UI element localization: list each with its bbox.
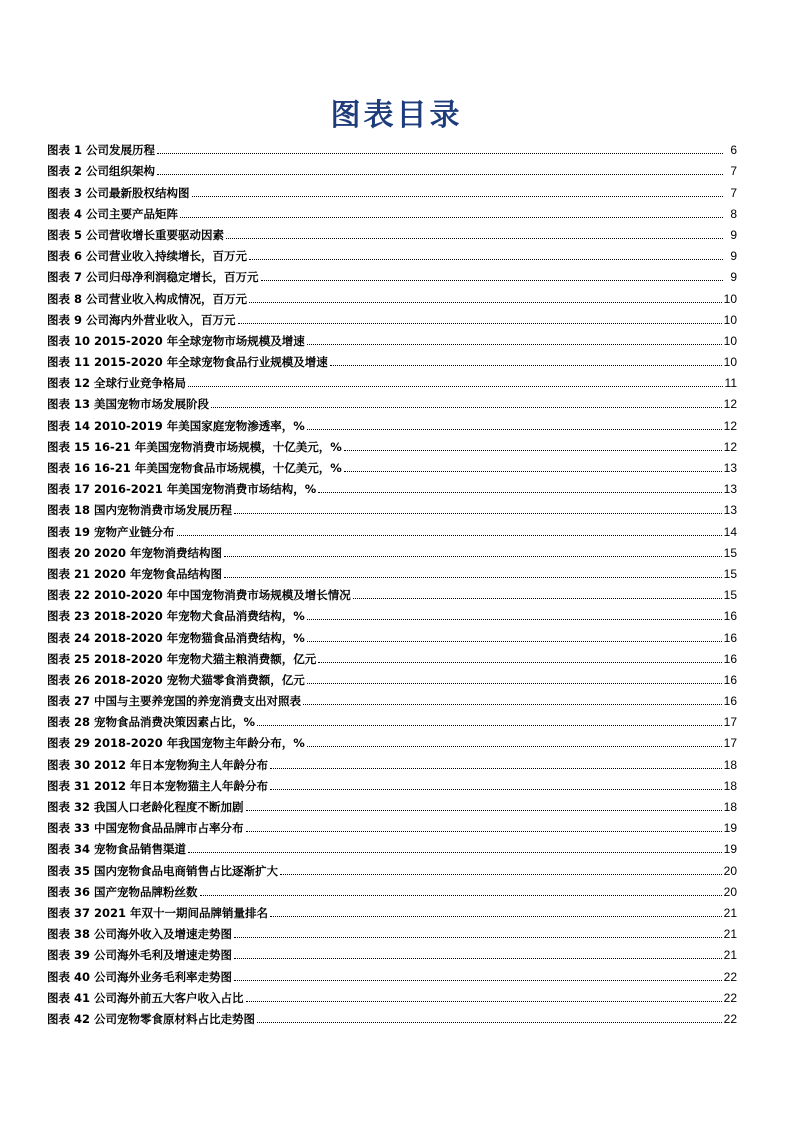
toc-entry-page-number[interactable]: 16 xyxy=(723,694,737,709)
toc-dot-leader xyxy=(280,874,722,875)
toc-entry-label[interactable]: 图表 13 美国宠物市场发展阶段 xyxy=(47,397,210,412)
toc-entry[interactable] xyxy=(47,581,737,602)
toc-entry-page-number[interactable]: 20 xyxy=(723,863,737,878)
toc-dot-leader xyxy=(307,641,722,642)
toc-dot-leader xyxy=(188,386,723,387)
toc-entry-label[interactable]: 图表 16 16-21 年美国宠物食品市场规模，十亿美元，% xyxy=(47,461,342,475)
toc-entry-page-number[interactable]: 21 xyxy=(723,927,737,942)
toc-entry[interactable] xyxy=(47,645,737,666)
toc-entry-page-number[interactable]: 9 xyxy=(730,227,737,242)
toc-dot-leader xyxy=(249,302,722,303)
toc-dot-leader xyxy=(318,662,721,663)
toc-entry-page-number[interactable]: 21 xyxy=(723,948,737,963)
toc-entry-page-number[interactable]: 10 xyxy=(723,291,737,306)
toc-entry[interactable] xyxy=(47,750,737,771)
toc-entry-label[interactable]: 图表 25 2018-2020 年宠物犬猫主粮消费额，亿元 xyxy=(47,651,317,666)
toc-entry-page-number[interactable]: 10 xyxy=(723,355,737,370)
toc-dot-leader xyxy=(246,1001,722,1002)
toc-entry[interactable] xyxy=(47,835,737,856)
toc-entry[interactable] xyxy=(47,433,737,454)
toc-entry[interactable] xyxy=(47,793,737,814)
toc-entry-page-number[interactable]: 6 xyxy=(730,143,737,158)
toc-entry-page-number[interactable]: 7 xyxy=(730,185,737,200)
toc-entry[interactable] xyxy=(47,136,737,157)
toc-entry-label[interactable]: 图表 38 公司海外收入及增速走势图 xyxy=(47,927,233,942)
toc-entry-label[interactable]: 图表 24 2018-2020 年宠物猫食品消费结构，% xyxy=(47,630,305,645)
toc-entry[interactable] xyxy=(47,708,737,729)
toc-entry[interactable] xyxy=(47,496,737,517)
toc-entry[interactable] xyxy=(47,200,737,221)
toc-entry-label[interactable]: 图表 22 2010-2020 年中国宠物消费市场规模及增长情况 xyxy=(47,588,351,603)
toc-entry-page-number[interactable]: 10 xyxy=(723,333,737,348)
figure-toc-list xyxy=(47,136,737,1026)
toc-entry-label[interactable]: 图表 40 公司海外业务毛利率走势图 xyxy=(47,969,233,984)
toc-entry[interactable] xyxy=(47,899,737,920)
toc-entry[interactable] xyxy=(47,1005,737,1026)
toc-entry-page-number[interactable]: 16 xyxy=(723,630,737,645)
toc-dot-leader xyxy=(246,810,722,811)
toc-title: 图表目录 xyxy=(330,98,463,133)
toc-dot-leader xyxy=(234,513,722,514)
toc-entry[interactable] xyxy=(47,242,737,263)
toc-entry-page-number[interactable]: 15 xyxy=(723,566,737,581)
toc-entry[interactable] xyxy=(47,687,737,708)
toc-entry-label[interactable]: 图表 18 国内宠物消费市场发展历程 xyxy=(47,503,233,518)
toc-entry-label[interactable]: 图表 36 国产宠物品牌粉丝数 xyxy=(47,884,198,899)
toc-entry-page-number[interactable]: 18 xyxy=(723,778,737,793)
toc-dot-leader xyxy=(257,725,722,726)
toc-entry-label[interactable]: 图表 34 宠物食品销售渠道 xyxy=(47,842,187,857)
toc-dot-leader xyxy=(318,492,721,493)
toc-entry-page-number[interactable]: 9 xyxy=(730,270,737,285)
toc-entry[interactable] xyxy=(47,306,737,327)
toc-entry-label[interactable]: 图表 12 全球行业竞争格局 xyxy=(47,376,187,391)
toc-entry[interactable] xyxy=(47,369,737,390)
toc-entry-label[interactable]: 图表 30 2012 年日本宠物狗主人年龄分布 xyxy=(47,757,269,772)
toc-dot-leader xyxy=(224,577,722,578)
toc-entry[interactable] xyxy=(47,962,737,983)
toc-entry[interactable] xyxy=(47,941,737,962)
toc-entry-label[interactable]: 图表 6 公司营业收入持续增长，百万元 xyxy=(47,249,248,264)
toc-dot-leader xyxy=(307,683,722,684)
toc-entry-page-number[interactable]: 13 xyxy=(723,503,737,518)
toc-entry[interactable] xyxy=(47,666,737,687)
toc-entry-page-number[interactable]: 17 xyxy=(723,715,737,730)
toc-entry-label[interactable]: 图表 31 2012 年日本宠物猫主人年龄分布 xyxy=(47,778,269,793)
toc-entry-label[interactable]: 图表 23 2018-2020 年宠物犬食品消费结构，% xyxy=(47,609,305,624)
toc-entry-label[interactable]: 图表 21 2020 年宠物食品结构图 xyxy=(47,566,223,581)
toc-entry-page-number[interactable]: 22 xyxy=(723,1011,737,1026)
toc-dot-leader xyxy=(157,153,723,154)
toc-entry-label[interactable]: 图表 14 2010-2019 年美国家庭宠物渗透率，% xyxy=(47,418,305,433)
toc-entry-label[interactable]: 图表 9 公司海内外营业收入，百万元 xyxy=(47,312,236,327)
toc-entry-label[interactable]: 图表 15 16-21 年美国宠物消费市场规模，十亿美元，% xyxy=(47,439,342,454)
toc-entry[interactable] xyxy=(47,772,737,793)
toc-entry-label[interactable]: 图表 32 我国人口老龄化程度不断加剧 xyxy=(47,800,244,814)
toc-entry[interactable] xyxy=(47,157,737,178)
toc-entry-label[interactable]: 图表 1 公司发展历程 xyxy=(47,143,156,158)
toc-entry-page-number[interactable]: 16 xyxy=(723,651,737,666)
toc-dot-leader xyxy=(211,407,722,408)
toc-entry[interactable] xyxy=(47,814,737,835)
toc-entry-label[interactable]: 图表 26 2018-2020 宠物犬猫零食消费额，亿元 xyxy=(47,672,305,687)
toc-entry[interactable] xyxy=(47,729,737,750)
toc-entry[interactable] xyxy=(47,348,737,369)
toc-dot-leader xyxy=(303,704,722,705)
toc-entry-label[interactable]: 图表 33 中国宠物食品品牌市占率分布 xyxy=(47,821,244,836)
toc-entry-page-number[interactable]: 15 xyxy=(723,545,737,560)
toc-entry-label[interactable]: 图表 28 宠物食品消费决策因素占比，% xyxy=(47,715,256,730)
toc-entry[interactable] xyxy=(47,454,737,475)
toc-dot-leader xyxy=(200,895,722,896)
toc-entry-label[interactable]: 图表 4 公司主要产品矩阵 xyxy=(47,206,179,221)
toc-dot-leader xyxy=(307,344,722,345)
toc-entry[interactable] xyxy=(47,856,737,877)
toc-entry[interactable] xyxy=(47,517,737,538)
toc-dot-leader xyxy=(180,217,723,218)
toc-entry[interactable] xyxy=(47,390,737,411)
toc-entry-page-number[interactable]: 7 xyxy=(730,164,737,179)
toc-entry-page-number[interactable]: 8 xyxy=(730,206,737,221)
toc-entry[interactable] xyxy=(47,920,737,941)
toc-entry-page-number[interactable]: 12 xyxy=(723,439,737,454)
toc-dot-leader xyxy=(344,450,722,451)
toc-entry-page-number[interactable]: 18 xyxy=(723,800,737,814)
toc-entry-label[interactable]: 图表 41 公司海外前五大客户收入占比 xyxy=(47,990,244,1005)
toc-entry[interactable] xyxy=(47,539,737,560)
toc-entry-label[interactable]: 图表 10 2015-2020 年全球宠物市场规模及增速 xyxy=(47,333,305,348)
toc-dot-leader xyxy=(249,259,723,260)
toc-dot-leader xyxy=(238,323,722,324)
toc-entry-page-number[interactable]: 10 xyxy=(723,312,737,327)
toc-entry-label[interactable]: 图表 27 中国与主要养宠国的养宠消费支出对照表 xyxy=(47,694,302,709)
toc-entry-page-number[interactable]: 18 xyxy=(723,757,737,772)
toc-entry-page-number[interactable]: 12 xyxy=(723,418,737,433)
toc-entry-page-number[interactable]: 13 xyxy=(723,482,737,497)
toc-entry[interactable] xyxy=(47,602,737,623)
toc-dot-leader xyxy=(157,174,723,175)
toc-entry-label[interactable]: 图表 29 2018-2020 年我国宠物主年龄分布，% xyxy=(47,736,305,751)
toc-entry-label[interactable]: 图表 39 公司海外毛利及增速走势图 xyxy=(47,948,233,963)
toc-dot-leader xyxy=(257,1022,722,1023)
toc-entry[interactable] xyxy=(47,411,737,432)
toc-entry[interactable] xyxy=(47,327,737,348)
toc-entry-page-number[interactable]: 11 xyxy=(724,376,737,391)
toc-dot-leader xyxy=(270,916,722,917)
toc-entry[interactable] xyxy=(47,878,737,899)
toc-entry[interactable] xyxy=(47,984,737,1005)
toc-entry-page-number[interactable]: 22 xyxy=(723,990,737,1005)
toc-entry-page-number[interactable]: 12 xyxy=(723,397,737,412)
toc-dot-leader xyxy=(188,852,722,853)
toc-dot-leader xyxy=(224,556,722,557)
toc-entry-page-number[interactable]: 19 xyxy=(723,842,737,857)
toc-dot-leader xyxy=(344,471,722,472)
toc-entry-label[interactable]: 图表 8 公司营业收入构成情况，百万元 xyxy=(47,291,248,306)
toc-entry-label[interactable]: 图表 17 2016-2021 年美国宠物消费市场结构，% xyxy=(47,482,317,497)
toc-entry-label[interactable]: 图表 3 公司最新股权结构图 xyxy=(47,185,190,200)
toc-entry-page-number[interactable]: 17 xyxy=(723,736,737,751)
toc-entry-label[interactable]: 图表 5 公司营收增长重要驱动因素 xyxy=(47,227,225,242)
toc-entry[interactable] xyxy=(47,623,737,644)
toc-dot-leader xyxy=(261,280,723,281)
toc-entry-label[interactable]: 图表 20 2020 年宠物消费结构图 xyxy=(47,545,223,560)
toc-dot-leader xyxy=(307,429,722,430)
toc-dot-leader xyxy=(307,746,722,747)
toc-dot-leader xyxy=(234,937,722,938)
toc-entry-page-number[interactable]: 20 xyxy=(723,884,737,899)
toc-entry[interactable] xyxy=(47,284,737,305)
toc-dot-leader xyxy=(234,958,722,959)
toc-dot-leader xyxy=(192,196,723,197)
toc-dot-leader xyxy=(177,535,722,536)
toc-entry[interactable] xyxy=(47,560,737,581)
toc-dot-leader xyxy=(234,980,722,981)
toc-entry-label[interactable]: 图表 7 公司归母净利润稳定增长，百万元 xyxy=(47,270,259,285)
toc-dot-leader xyxy=(226,238,723,239)
toc-dot-leader xyxy=(270,789,722,790)
toc-entry-page-number[interactable]: 13 xyxy=(723,461,737,475)
toc-entry-label[interactable]: 图表 11 2015-2020 年全球宠物食品行业规模及增速 xyxy=(47,355,328,370)
toc-entry-label[interactable]: 图表 37 2021 年双十一期间品牌销量排名 xyxy=(47,905,269,920)
toc-entry-page-number[interactable]: 19 xyxy=(723,821,737,836)
toc-entry-page-number[interactable]: 16 xyxy=(723,609,737,624)
toc-entry-page-number[interactable]: 22 xyxy=(723,969,737,984)
toc-dot-leader xyxy=(307,619,722,620)
toc-entry[interactable] xyxy=(47,178,737,199)
toc-entry-label[interactable]: 图表 42 公司宠物零食原材料占比走势图 xyxy=(47,1011,256,1026)
toc-dot-leader xyxy=(353,598,722,599)
toc-dot-leader xyxy=(330,365,722,366)
toc-dot-leader xyxy=(246,831,722,832)
toc-dot-leader xyxy=(270,768,722,769)
toc-entry[interactable] xyxy=(47,263,737,284)
toc-entry-page-number[interactable]: 14 xyxy=(723,524,737,539)
toc-entry-page-number[interactable]: 9 xyxy=(730,249,737,264)
toc-entry-page-number[interactable]: 15 xyxy=(723,588,737,603)
toc-entry-label[interactable]: 图表 19 宠物产业链分布 xyxy=(47,524,175,539)
toc-entry-page-number[interactable]: 21 xyxy=(723,905,737,920)
toc-entry[interactable] xyxy=(47,475,737,496)
toc-entry[interactable] xyxy=(47,221,737,242)
toc-entry-label[interactable]: 图表 2 公司组织架构 xyxy=(47,164,156,179)
toc-entry-page-number[interactable]: 16 xyxy=(723,672,737,687)
toc-entry-label[interactable]: 图表 35 国内宠物食品电商销售占比逐渐扩大 xyxy=(47,863,279,878)
